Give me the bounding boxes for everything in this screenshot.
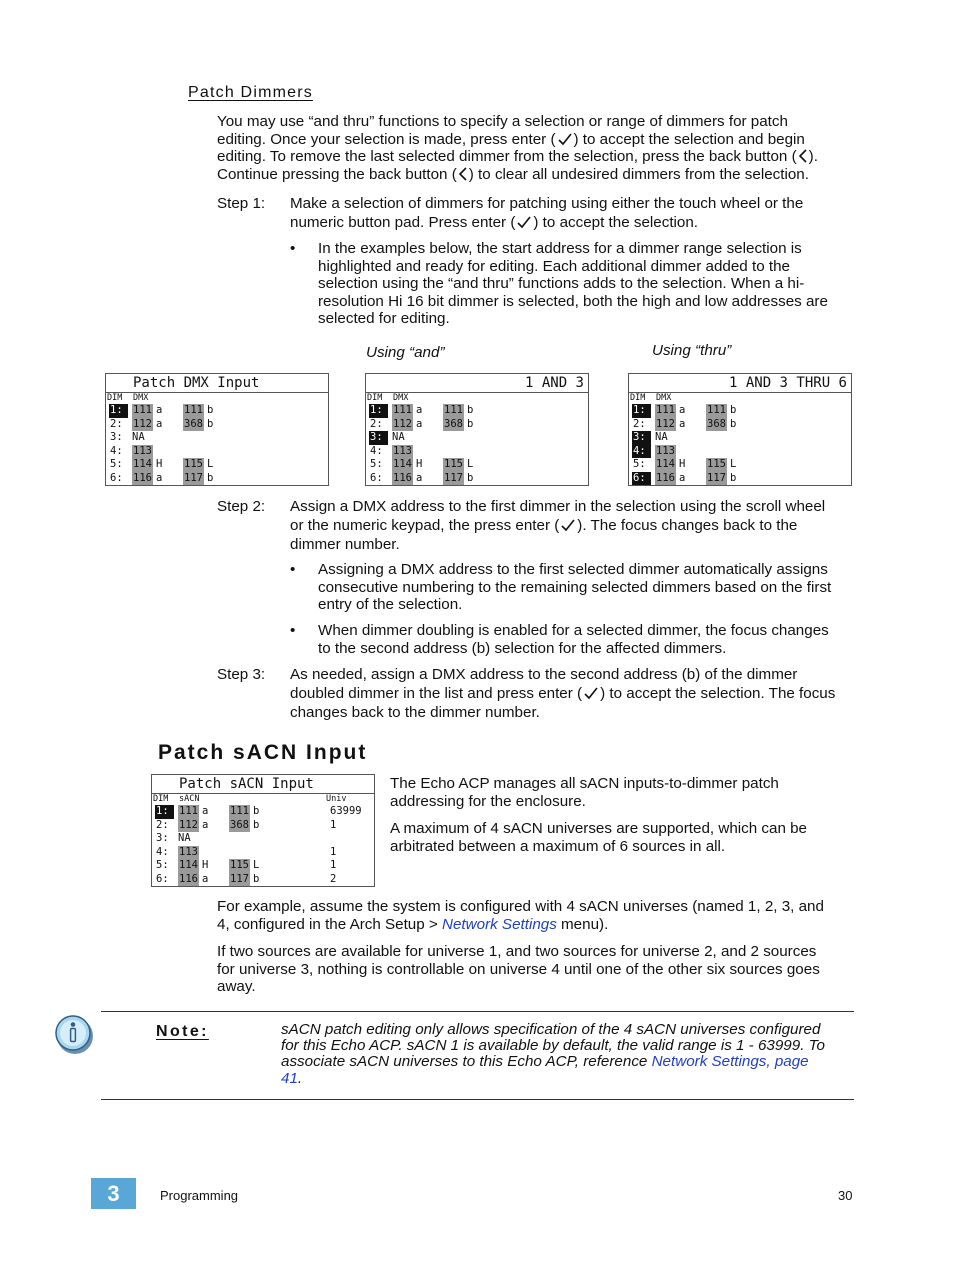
lcd-address-b-tag: b	[467, 404, 474, 416]
lcd-address-b: 115	[707, 458, 726, 470]
lcd-address-a: NA	[132, 431, 145, 443]
intro-line: editing. To remove the last selected dimmer from the selection, press the back button (	[217, 148, 797, 166]
back-arrow-icon	[797, 148, 809, 164]
note-line: .	[297, 1069, 303, 1087]
lcd-address-a: 112	[393, 417, 412, 430]
lcd-row	[629, 418, 851, 432]
lcd-address-a-tag: a	[202, 818, 209, 831]
lcd-row	[366, 418, 588, 432]
lcd-row	[366, 472, 588, 486]
lcd-dim-number: 3:	[110, 431, 123, 443]
lcd-row	[366, 431, 588, 445]
lcd-dim-number: 1:	[155, 805, 174, 819]
lcd-address-b-tag: b	[207, 417, 214, 430]
lcd-address-a: 113	[393, 444, 412, 457]
lcd-row	[366, 445, 588, 459]
lcd-address-b: 117	[184, 471, 203, 484]
lcd-universe: 1	[330, 845, 337, 858]
sacn-para-4-line: away.	[217, 978, 256, 996]
lcd-row	[106, 445, 328, 459]
lcd-address-b-tag: L	[730, 458, 737, 470]
lcd-dim-number: 2:	[633, 417, 646, 430]
lcd-address-a-tag: a	[202, 805, 209, 817]
lcd-address-b: 368	[184, 417, 203, 430]
lcd-row	[152, 819, 374, 833]
step-3-line: ) to accept the selection. The focus	[600, 685, 836, 702]
lcd-universe: 63999	[330, 805, 362, 817]
bullet-line: selection using the “and thru” functions adds to the selection. When a hi-	[318, 275, 805, 293]
lcd-header	[629, 393, 851, 404]
lcd-title: 1 AND 3 THRU 6	[629, 374, 851, 393]
lcd-dim-number: 5:	[156, 859, 169, 871]
lcd-address-b-tag: b	[730, 404, 737, 416]
lcd-universe: 1	[330, 818, 337, 831]
lcd-title: Patch sACN Input	[152, 775, 374, 794]
lcd-address-b-tag: b	[467, 471, 474, 484]
lcd-address-b-tag: b	[253, 818, 260, 831]
section-heading-patch-dimmers: Patch Dimmers	[188, 84, 313, 101]
bullet-line: consecutive numbering to the remaining selected dimmers based on the first	[318, 578, 832, 596]
note-line: for this Echo ACP. sACN 1 is available by default, the valid range is 1 - 63999. To	[281, 1037, 825, 1055]
lcd-header	[366, 393, 588, 404]
note-info-icon	[52, 1012, 100, 1060]
intro-line: ) to clear all undesired dimmers from the selection.	[468, 165, 809, 183]
lcd-address-a: NA	[392, 431, 405, 443]
lcd-address-b: 111	[444, 404, 463, 416]
intro-line: Continue pressing the back button (	[217, 165, 457, 183]
step-2-line: dimmer number.	[290, 536, 400, 553]
lcd-address-a: 113	[179, 845, 198, 858]
lcd-header-univ: Univ	[326, 794, 347, 804]
lcd-row	[106, 431, 328, 445]
lcd-title: 1 AND 3	[366, 374, 588, 393]
lcd-address-b-tag: b	[730, 417, 737, 430]
lcd-row	[106, 418, 328, 432]
lcd-header-dmx: DMX	[393, 393, 409, 403]
lcd-address-b: 117	[444, 471, 463, 484]
footer-section-name: Programming	[160, 1188, 239, 1203]
lcd-address-a: 114	[393, 458, 412, 470]
lcd-address-a: 111	[179, 805, 198, 817]
step-3-line: As needed, assign a DMX address to the second address (b) of the dimmer	[290, 666, 798, 683]
lcd-header-dim: DIM	[367, 393, 383, 403]
lcd-row	[629, 458, 851, 472]
lcd-address-a: 112	[179, 818, 198, 831]
bullet-line: When dimmer doubling is enabled for a selected dimmer, the focus changes	[318, 622, 829, 639]
note-top-rule	[101, 1011, 854, 1012]
lcd-address-a: NA	[655, 431, 668, 443]
lcd-header	[152, 794, 374, 805]
lcd-address-b-tag: b	[253, 872, 260, 885]
lcd-address-a-tag: a	[416, 471, 423, 484]
lcd-panel-thru	[628, 373, 852, 486]
lcd-row	[152, 873, 374, 887]
step-2-text	[290, 497, 855, 554]
lcd-address-a: 116	[133, 471, 152, 484]
lcd-universe: 1	[330, 859, 337, 871]
page-41-link[interactable]: 41	[281, 1069, 298, 1087]
lcd-row	[366, 458, 588, 472]
lcd-address-a-tag: a	[679, 471, 686, 484]
lcd-row	[152, 859, 374, 873]
lcd-dim-number: 1:	[632, 404, 651, 418]
lcd-address-a: NA	[178, 832, 191, 844]
lcd-address-a: 116	[393, 471, 412, 484]
lcd-dim-number: 6:	[632, 472, 651, 486]
sacn-para-3-line: 4, configured in the Arch Setup >	[217, 915, 443, 933]
lcd-address-a: 114	[133, 458, 152, 470]
step-3-text	[290, 665, 855, 722]
lcd-header-dim: DIM	[630, 393, 646, 403]
lcd-address-b-tag: b	[207, 404, 214, 416]
note-line: associate sACN universes to this Echo ACP, reference	[281, 1053, 652, 1071]
intro-line: You may use “and thru” functions to specify a selection or range of dimmers for patch	[217, 113, 788, 130]
sacn-para-3-line: menu).	[556, 915, 609, 933]
sacn-para-4-line: for universe 3, nothing is controllable on universe 4 until one of the other six sources goes	[217, 960, 820, 978]
lcd-address-b-tag: L	[207, 458, 214, 470]
lcd-address-a-tag: a	[416, 404, 423, 416]
lcd-address-b: 368	[444, 417, 463, 430]
lcd-address-a: 113	[656, 444, 675, 457]
lcd-row	[106, 458, 328, 472]
lcd-address-a-tag: a	[202, 872, 209, 885]
note-text	[281, 1022, 856, 1087]
lcd-row	[629, 404, 851, 418]
lcd-header	[106, 393, 328, 404]
step-3-line: changes back to the dimmer number.	[290, 704, 540, 721]
note-bottom-rule	[101, 1099, 854, 1100]
lcd-dim-number: 3:	[369, 431, 388, 445]
lcd-header-dmx: sACN	[179, 794, 200, 804]
note-label: Note:	[156, 1023, 209, 1040]
network-settings-link[interactable]: Network Settings	[442, 915, 557, 933]
sacn-para-2-line: A maximum of 4 sACN universes are supported, which can be	[390, 820, 808, 838]
sacn-para-2-line: arbitrated between a maximum of 6 sources in all.	[390, 837, 726, 855]
lcd-dim-number: 6:	[110, 471, 123, 484]
lcd-row	[629, 472, 851, 486]
lcd-row	[106, 472, 328, 486]
lcd-header-dim: DIM	[153, 794, 169, 804]
intro-line: ) to accept the selection and begin	[573, 130, 805, 148]
lcd-dim-number: 4:	[370, 444, 383, 457]
lcd-dim-number: 2:	[110, 417, 123, 430]
intro-line: ).	[808, 148, 818, 166]
bullet-line: In the examples below, the start address for a dimmer range selection is	[318, 240, 802, 257]
network-settings-page-link[interactable]: Network Settings, page	[651, 1053, 809, 1071]
lcd-address-a: 116	[656, 471, 675, 484]
step-3-label: Step 3:	[217, 666, 266, 683]
lcd-row	[152, 805, 374, 819]
lcd-dim-number: 3:	[632, 431, 651, 445]
lcd-dim-number: 1:	[369, 404, 388, 418]
lcd-address-a: 111	[656, 404, 675, 416]
step-2-line: ). The focus changes back to the	[577, 517, 798, 534]
lcd-address-b: 368	[707, 417, 726, 430]
caption-using-thru: Using “thru”	[652, 342, 732, 359]
sacn-para-1-line: addressing for the enclosure.	[390, 792, 586, 810]
bullet-line: to the second address (b) selection for the affected dimmers.	[318, 639, 727, 657]
lcd-row	[366, 404, 588, 418]
lcd-row	[629, 431, 851, 445]
lcd-address-b-tag: L	[467, 458, 474, 470]
step-1-bullet	[318, 240, 858, 328]
lcd-address-b: 115	[184, 458, 203, 470]
lcd-panel-and	[365, 373, 589, 486]
enter-check-icon	[559, 517, 577, 533]
lcd-address-b: 111	[184, 404, 203, 416]
lcd-address-b-tag: b	[253, 805, 260, 817]
lcd-row	[106, 404, 328, 418]
lcd-address-b: 115	[230, 859, 249, 871]
step-2-line: or the numeric keypad, the press enter (	[290, 517, 560, 534]
step-2-bullet-2	[318, 622, 858, 657]
step-2-label: Step 2:	[217, 498, 266, 515]
sacn-para-1-line: The Echo ACP manages all sACN inputs-to-dimmer patch	[390, 775, 779, 792]
bullet-line: entry of the selection.	[318, 596, 463, 614]
lcd-address-a: 114	[656, 458, 675, 470]
lcd-address-a-tag: H	[416, 458, 423, 470]
lcd-dim-number: 4:	[110, 444, 123, 457]
lcd-dim-number: 5:	[370, 458, 383, 470]
lcd-address-b-tag: b	[467, 417, 474, 430]
enter-check-icon	[515, 214, 533, 230]
lcd-address-a: 116	[179, 872, 198, 885]
lcd-universe: 2	[330, 872, 337, 885]
bullet-line: highlighted and ready for editing. Each additional dimmer added to the	[318, 257, 790, 275]
lcd-header-dmx: DMX	[133, 393, 149, 403]
bullet-marker: •	[290, 622, 296, 639]
intro-line: editing. Once your selection is made, press enter (	[217, 130, 556, 148]
sacn-example-paragraph	[217, 898, 857, 996]
lcd-dim-number: 2:	[156, 818, 169, 831]
lcd-address-b-tag: b	[207, 471, 214, 484]
section-heading-patch-sacn: Patch sACN Input	[158, 741, 368, 764]
lcd-dim-number: 5:	[110, 458, 123, 470]
lcd-address-a: 113	[133, 444, 152, 457]
step-1-line: Make a selection of dimmers for patching using either the touch wheel or the	[290, 195, 804, 212]
lcd-dim-number: 2:	[370, 417, 383, 430]
step-1-line: ) to accept the selection.	[533, 214, 699, 231]
lcd-address-a-tag: a	[156, 471, 163, 484]
lcd-address-b-tag: L	[253, 859, 260, 871]
lcd-title: Patch DMX Input	[106, 374, 328, 393]
lcd-address-a-tag: H	[156, 458, 163, 470]
lcd-panel-patch-dmx	[105, 373, 329, 486]
lcd-row	[152, 832, 374, 846]
lcd-header-dmx: DMX	[656, 393, 672, 403]
lcd-dim-number: 4:	[632, 445, 651, 459]
step-1-line: numeric button pad. Press enter (	[290, 214, 516, 231]
lcd-address-b: 111	[230, 805, 249, 817]
lcd-row	[629, 445, 851, 459]
lcd-dim-number: 4:	[156, 845, 169, 858]
note-line: sACN patch editing only allows specification of the 4 sACN universes configured	[281, 1021, 821, 1038]
lcd-address-b: 111	[707, 404, 726, 416]
chapter-number-badge: 3	[91, 1178, 136, 1209]
enter-check-icon	[582, 685, 600, 701]
lcd-address-a-tag: a	[156, 417, 163, 430]
lcd-header-dim: DIM	[107, 393, 123, 403]
step-1-text	[290, 194, 855, 232]
lcd-address-a-tag: a	[679, 404, 686, 416]
lcd-address-b: 115	[444, 458, 463, 470]
lcd-dim-number: 6:	[370, 471, 383, 484]
lcd-address-a: 112	[133, 417, 152, 430]
lcd-dim-number: 1:	[109, 404, 128, 418]
sacn-para-3-line: For example, assume the system is configured with 4 sACN universes (named 1, 2, 3, and	[217, 898, 824, 915]
bullet-line: resolution Hi 16 bit dimmer is selected, both the high and low addresses are	[318, 292, 828, 310]
back-arrow-icon	[457, 166, 469, 182]
lcd-panel-sacn	[151, 774, 375, 887]
bullet-marker: •	[290, 561, 296, 578]
lcd-address-a: 111	[393, 404, 412, 416]
sacn-para-4-line: If two sources are available for universe 1, and two sources for universe 2, and 2 sources	[217, 943, 817, 961]
lcd-dim-number: 3:	[156, 832, 169, 844]
lcd-dim-number: 5:	[633, 458, 646, 470]
bullet-marker: •	[290, 240, 296, 257]
caption-using-and: Using “and”	[366, 344, 445, 361]
enter-check-icon	[556, 131, 574, 147]
lcd-address-a-tag: a	[679, 417, 686, 430]
lcd-address-a: 111	[133, 404, 152, 416]
lcd-address-a: 112	[656, 417, 675, 430]
step-3-line: doubled dimmer in the list and press enter (	[290, 685, 583, 702]
lcd-row	[152, 846, 374, 860]
lcd-address-a: 114	[179, 859, 198, 871]
lcd-address-b: 368	[230, 818, 249, 831]
bullet-line: Assigning a DMX address to the first selected dimmer automatically assigns	[318, 561, 828, 578]
step-2-bullet-1	[318, 561, 858, 614]
lcd-address-a-tag: H	[679, 458, 686, 470]
lcd-dim-number: 6:	[156, 872, 169, 885]
sacn-description	[390, 775, 860, 855]
bullet-line: selected for editing.	[318, 310, 450, 328]
lcd-address-b-tag: b	[730, 471, 737, 484]
step-1-label: Step 1:	[217, 195, 266, 212]
lcd-address-b: 117	[707, 471, 726, 484]
intro-paragraph	[217, 113, 857, 183]
lcd-address-b: 117	[230, 872, 249, 885]
step-2-line: Assign a DMX address to the first dimmer in the selection using the scroll wheel	[290, 498, 826, 515]
lcd-address-a-tag: a	[416, 417, 423, 430]
footer-page-number: 30	[838, 1188, 853, 1203]
lcd-address-a-tag: a	[156, 404, 163, 416]
lcd-address-a-tag: H	[202, 859, 209, 871]
